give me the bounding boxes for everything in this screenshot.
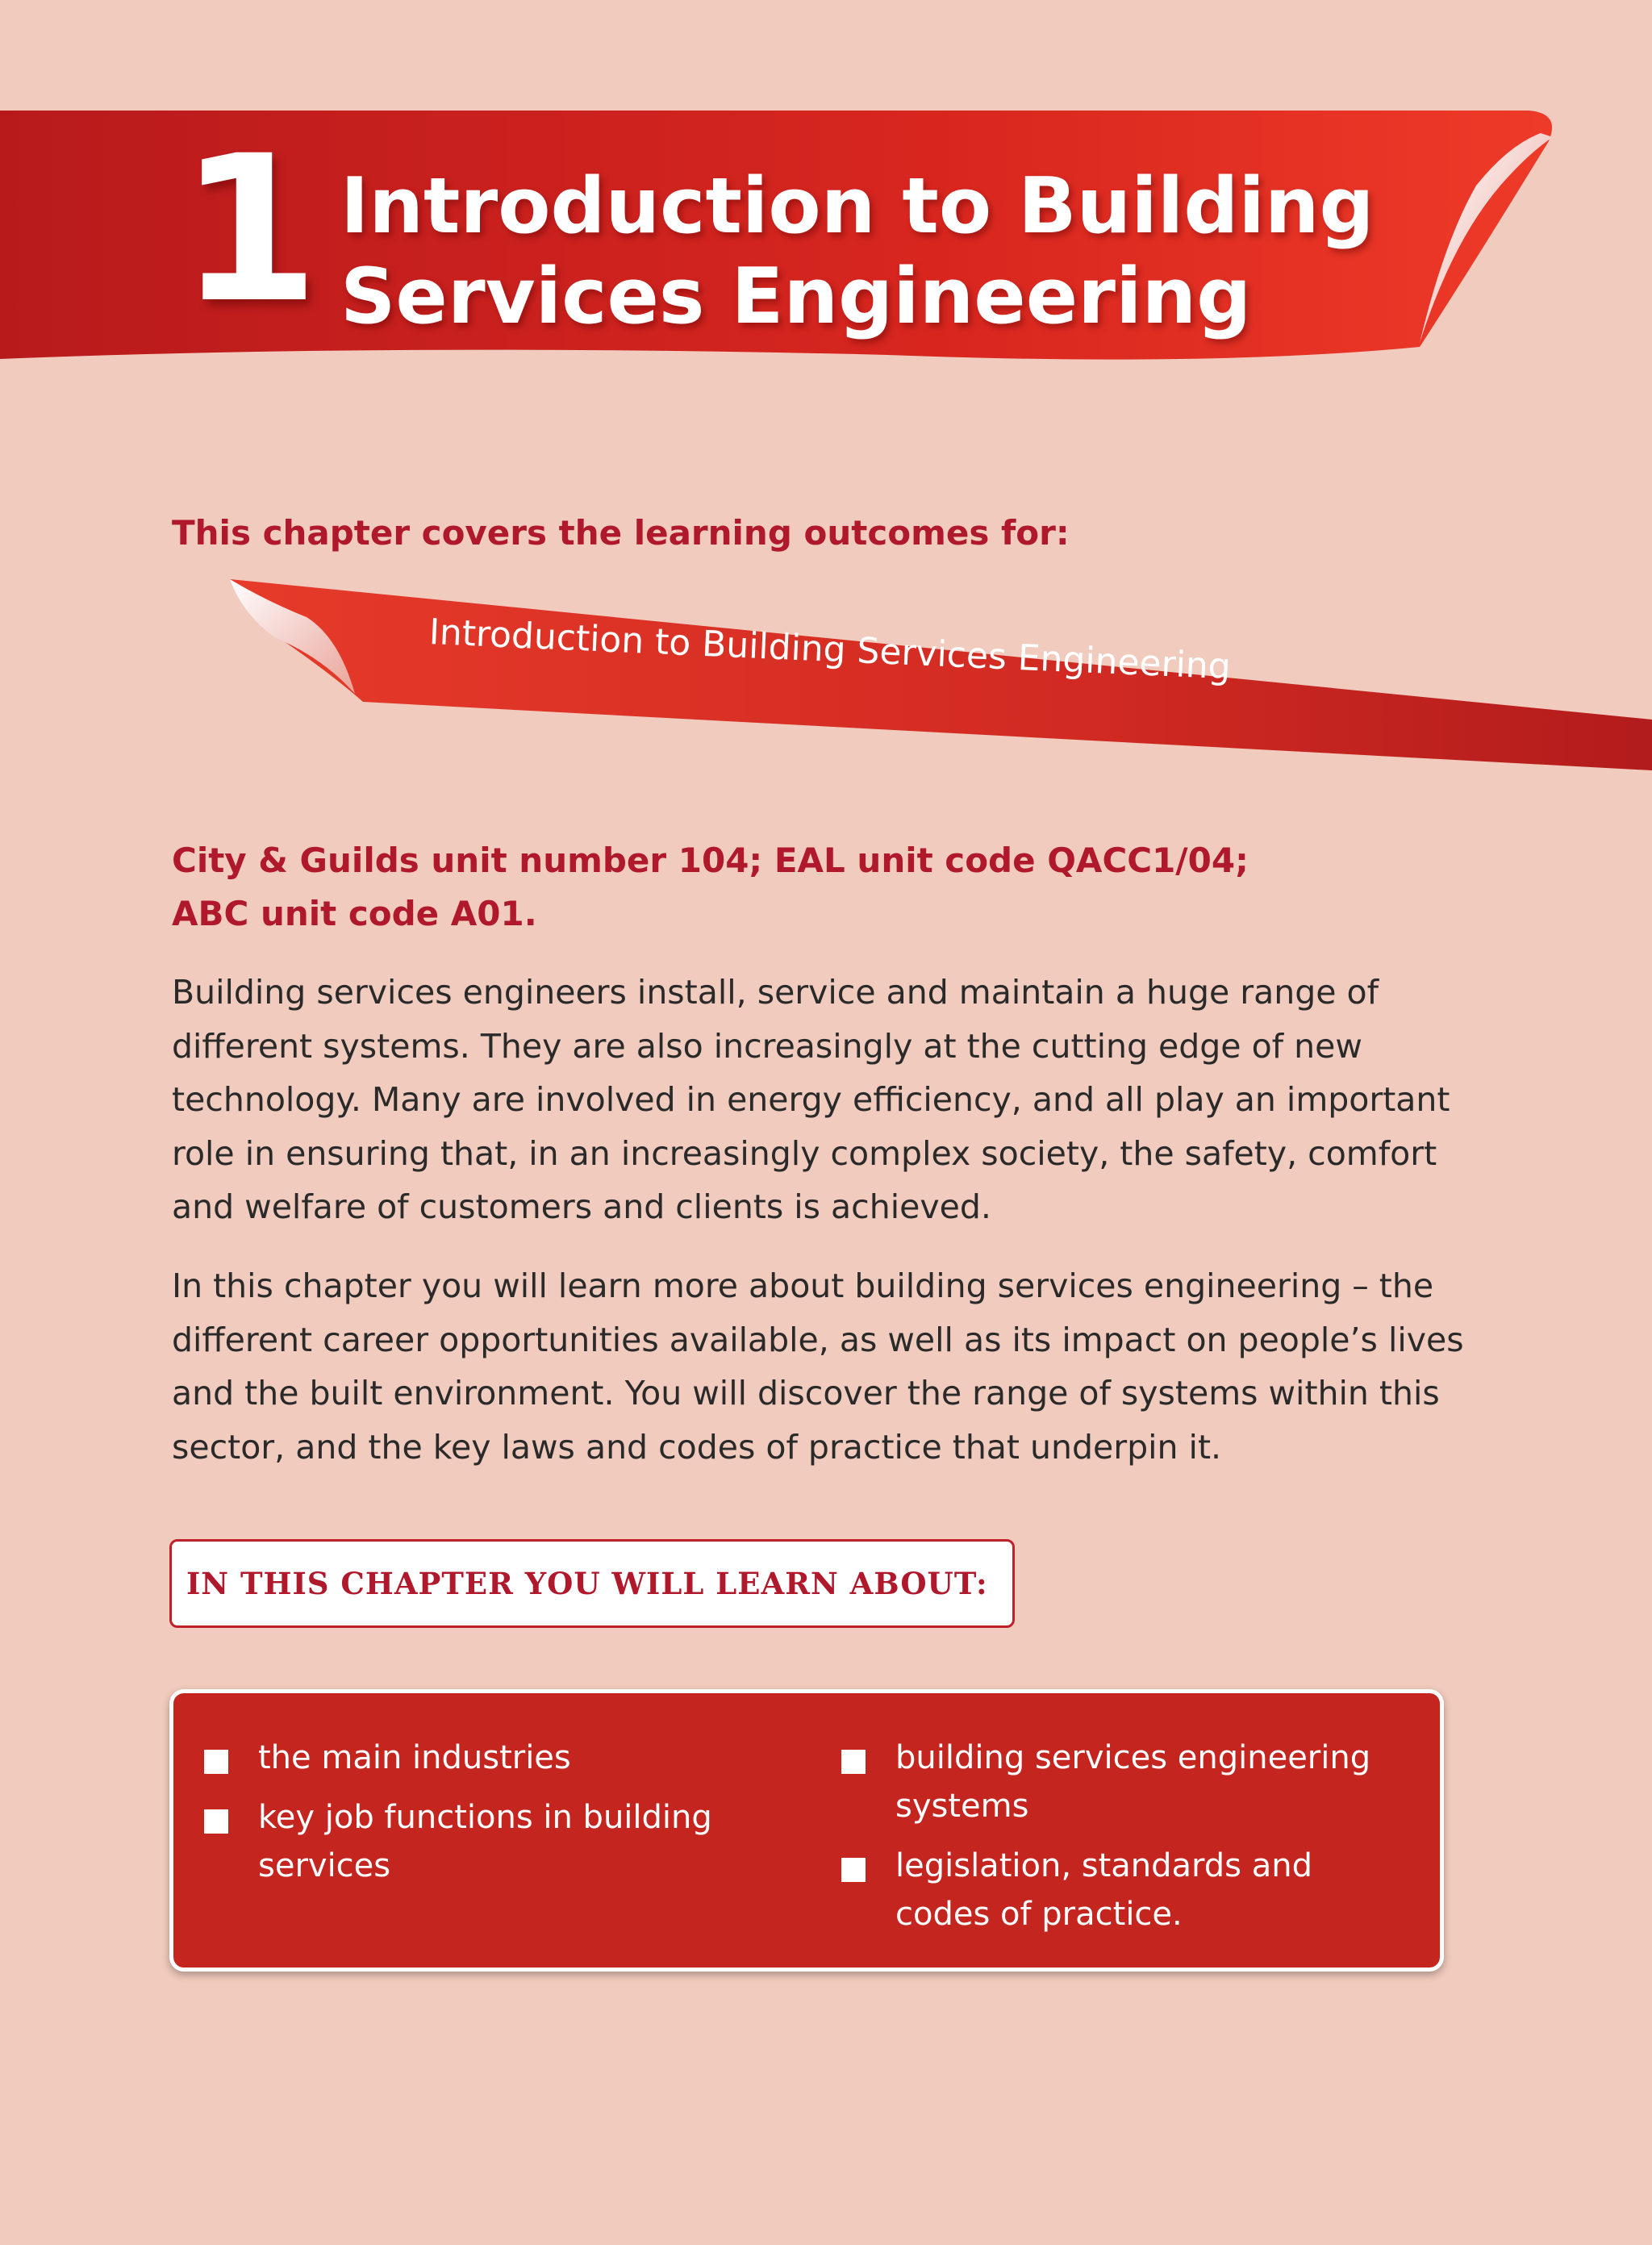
bullet-square-icon	[204, 1750, 228, 1774]
bullet-square-icon	[841, 1750, 866, 1774]
learn-about-heading: IN THIS CHAPTER YOU WILL LEARN ABOUT:	[186, 1566, 988, 1601]
outcomes-ribbon-text: Introduction to Building Services Engineering	[428, 611, 1232, 688]
unit-code-line-2: ABC unit code A01.	[172, 894, 537, 933]
chapter-title	[340, 161, 1454, 342]
chapter-title-line-2: Services Engineering	[340, 252, 1252, 341]
bullet-square-icon	[841, 1858, 866, 1882]
chapter-title-line-1: Introduction to Building	[340, 162, 1375, 251]
body-paragraph-2: In this chapter you will learn more about building services engineering – the different career opportunities available, as well as its impact on people’s lives and the built environment. You will discover the range of systems within this sector, and the key laws and codes of practice that underpin it.	[172, 1266, 1464, 1467]
learn-about-right-column	[841, 1734, 1390, 1950]
body-paragraph-1: Building services engineers install, service and maintain a huge range of different systems. They are also increasingly at the cutting edge of new technology. Many are involved in energy efficiency, and all play an important role in ensuring that, in an increasingly complex society, the safety, comfort and welfare of customers and clients is achieved.	[172, 973, 1450, 1226]
learn-about-left-column	[204, 1734, 720, 1901]
chapter-number: 1	[179, 112, 319, 347]
list-item: the main industries	[204, 1734, 720, 1782]
list-item: key job functions in building services	[204, 1793, 720, 1890]
learn-about-box	[169, 1689, 1444, 1972]
bullet-square-icon	[204, 1809, 228, 1834]
list-item: legislation, standards and codes of practice.	[841, 1842, 1390, 1938]
learn-about-heading-box	[169, 1539, 1015, 1628]
list-item: building services engineering systems	[841, 1734, 1390, 1830]
outcomes-heading: This chapter covers the learning outcomes for:	[172, 513, 1070, 553]
unit-code-line-1: City & Guilds unit number 104; EAL unit code QACC1/04;	[172, 841, 1249, 880]
